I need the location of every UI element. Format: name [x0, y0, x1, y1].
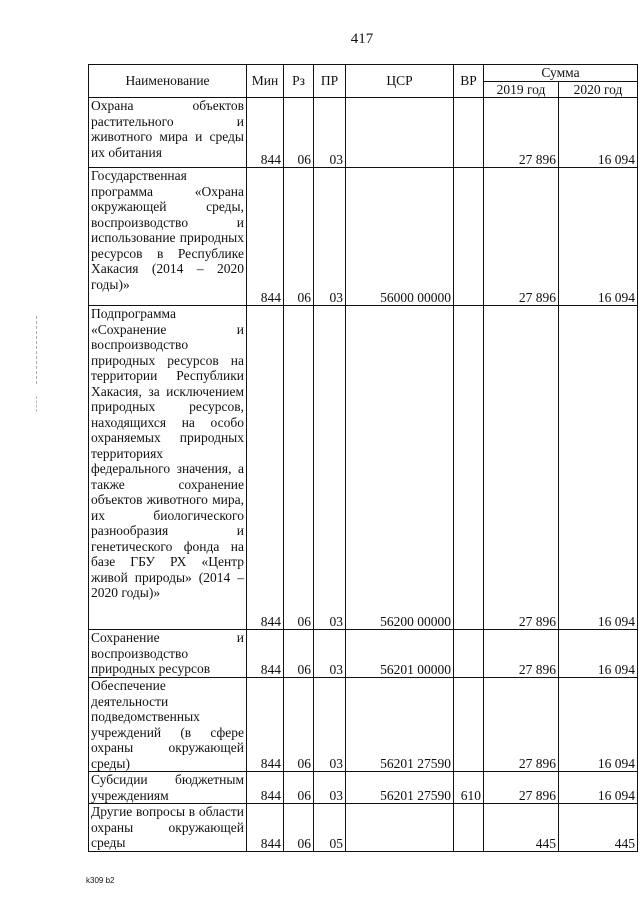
row-csr: [346, 98, 454, 168]
row-pr: 03: [314, 772, 346, 804]
row-2019: 27 896: [484, 630, 559, 678]
header-2019: 2019 год: [484, 81, 559, 98]
row-name: Подпрограмма «Сохранение и воспроизводство природных ресурсов на территории Республики Хакасия, за исключением природных ресурсов, находящихся на особо охраняемых природных территориях федерального значения, а также сохранение объектов животного мира, их биологического разнообразия и генетического фонда на базе ГБУ РХ «Центр живой природы» (2014 – 2020 годы)»: [89, 306, 247, 630]
row-pr: 03: [314, 306, 346, 630]
row-min: 844: [247, 630, 284, 678]
row-vr: [454, 630, 484, 678]
table-row: [89, 678, 638, 772]
row-name: Государственная программа «Охрана окружающей среды, воспроизводство и использование природных ресурсов в Республике Хакасия (2014 – 2020 годы)»: [89, 168, 247, 306]
row-pr: 03: [314, 98, 346, 168]
table-row: [89, 772, 638, 804]
row-csr: 56201 27590: [346, 678, 454, 772]
table-row: [89, 168, 638, 306]
row-name: Другие вопросы в области охраны окружающей среды: [89, 804, 247, 852]
row-rz: 06: [284, 772, 314, 804]
row-2019: 27 896: [484, 98, 559, 168]
row-min: 844: [247, 98, 284, 168]
row-vr: [454, 168, 484, 306]
budget-table: [88, 64, 638, 852]
row-2020: 16 094: [559, 772, 638, 804]
table-row: [89, 630, 638, 678]
row-min: 844: [247, 678, 284, 772]
row-2019: 27 896: [484, 306, 559, 630]
row-csr: 56201 27590: [346, 772, 454, 804]
table-row: [89, 306, 638, 630]
row-min: 844: [247, 772, 284, 804]
footer-code: k309 b2: [86, 876, 115, 885]
row-min: 844: [247, 804, 284, 852]
row-vr: [454, 306, 484, 630]
row-csr: 56201 00000: [346, 630, 454, 678]
row-2019: 27 896: [484, 772, 559, 804]
row-vr: [454, 98, 484, 168]
row-rz: 06: [284, 98, 314, 168]
row-2019: 27 896: [484, 678, 559, 772]
page-number: 417: [350, 31, 374, 47]
table-row: [89, 804, 638, 852]
row-name: Охрана объектов растительного и животного мира и среды их обитания: [89, 98, 247, 168]
row-name: Сохранение и воспроизводство природных ресурсов: [89, 630, 247, 678]
header-2020: 2020 год: [559, 81, 638, 98]
row-pr: 03: [314, 630, 346, 678]
row-2020: 16 094: [559, 168, 638, 306]
row-2020: 445: [559, 804, 638, 852]
row-vr: [454, 678, 484, 772]
row-rz: 06: [284, 168, 314, 306]
row-csr: 56000 00000: [346, 168, 454, 306]
row-rz: 06: [284, 804, 314, 852]
row-name: Субсидии бюджетным учреждениям: [89, 772, 247, 804]
row-pr: 05: [314, 804, 346, 852]
row-vr: [454, 804, 484, 852]
header-name: Наименование: [89, 65, 247, 98]
row-2020: 16 094: [559, 306, 638, 630]
row-vr: 610: [454, 772, 484, 804]
header-pr: ПР: [314, 65, 346, 98]
row-2020: 16 094: [559, 678, 638, 772]
row-csr: 56200 00000: [346, 306, 454, 630]
row-min: 844: [247, 306, 284, 630]
row-rz: 06: [284, 630, 314, 678]
row-csr: [346, 804, 454, 852]
row-min: 844: [247, 168, 284, 306]
table-row: [89, 98, 638, 168]
row-name: Обеспечение деятельности подведомственных учреждений (в сфере охраны окружающей среды): [89, 678, 247, 772]
margin-mark: [36, 316, 38, 384]
margin-mark: [36, 396, 38, 412]
row-2019: 27 896: [484, 168, 559, 306]
row-rz: 06: [284, 678, 314, 772]
header-sum: Сумма: [484, 65, 638, 82]
header-min: Мин: [247, 65, 284, 98]
header-csr: ЦСР: [346, 65, 454, 98]
row-pr: 03: [314, 678, 346, 772]
header-vr: ВР: [454, 65, 484, 98]
row-rz: 06: [284, 306, 314, 630]
header-rz: Рз: [284, 65, 314, 98]
row-2020: 16 094: [559, 98, 638, 168]
row-pr: 03: [314, 168, 346, 306]
row-2020: 16 094: [559, 630, 638, 678]
row-2019: 445: [484, 804, 559, 852]
